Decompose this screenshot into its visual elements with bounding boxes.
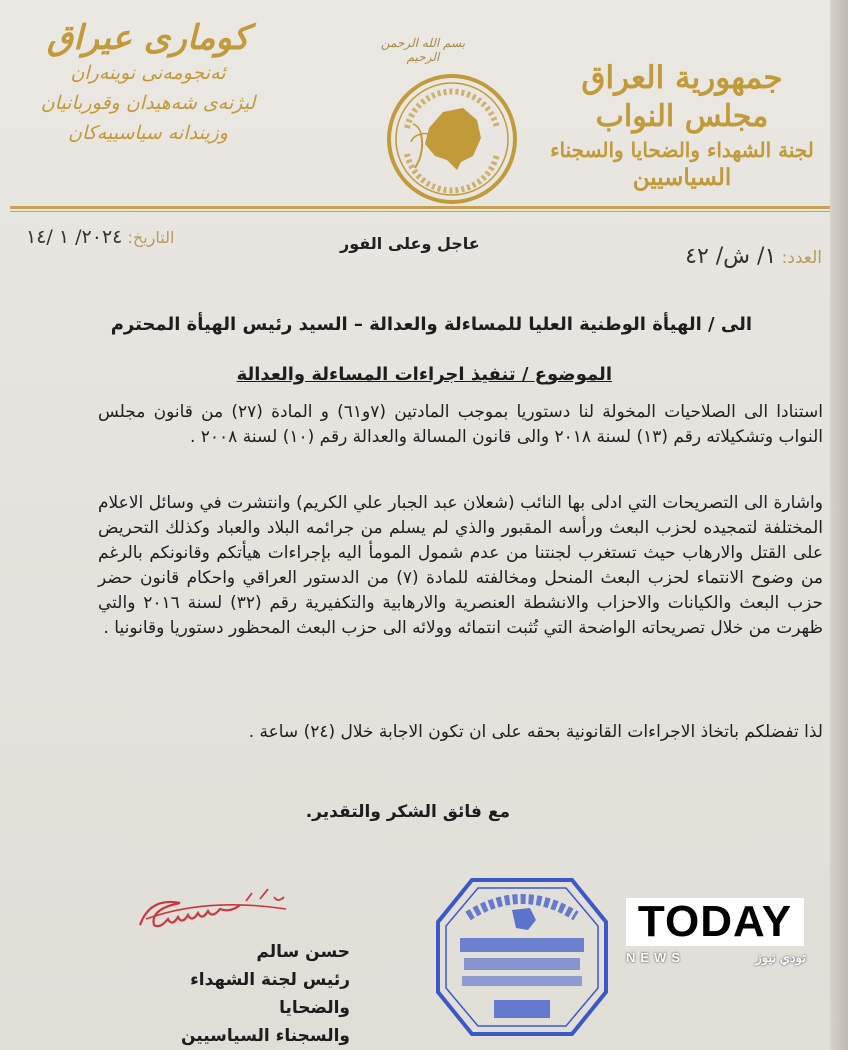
header-right-line3: لجنة الشهداء والضحايا والسجناء: [550, 138, 814, 162]
signatory-title-2: والسجناء السياسيين: [181, 1026, 350, 1046]
reference-number: [685, 244, 822, 269]
number-label: العدد:: [781, 248, 822, 268]
paragraph-1: استنادا الى الصلاحيات المخولة لنا دستوريا بموجب المادتين (٧و٦١) و المادة (٢٧) من قانون مجلس النواب وتشكيلاته رقم (١٣) لسنة ٢٠١٨ والى قانون المسالة والعدالة رقم (١٠) لسنة ٢٠٠٨ .: [98, 402, 823, 447]
signature-block: [120, 938, 350, 1050]
news-en: NEWS: [626, 950, 685, 965]
signatory-name: حسن سالم: [256, 942, 350, 962]
closing-line: مع فائق الشكر والتقدير.: [305, 802, 510, 822]
paper-edge: [830, 0, 848, 1050]
number-value: ١/ ش/ ٤٢: [685, 244, 777, 269]
basmala: بسم الله الرحمن الرحيم: [380, 36, 466, 64]
header-left-line3: ليژنەى شەهيدان وقوربانيان: [40, 92, 256, 114]
official-stamp: [432, 872, 612, 1042]
handwritten-signature: [126, 885, 306, 945]
header-left-kurdish: [18, 18, 278, 148]
header-right-arabic: [542, 58, 822, 192]
letter-subject: الموضوع / تنفيذ اجراءات المساءلة والعدالة: [236, 364, 612, 385]
parliament-emblem-icon: [385, 72, 519, 206]
header-divider-thin: [10, 211, 830, 212]
today-brand: TODAY: [626, 898, 804, 946]
header-left-line4: وزيندانە سياسييەكان: [68, 122, 228, 144]
urgent-notice: عاجل وعلى الفور: [340, 234, 480, 253]
header-right-line1: جمهورية العراق: [581, 60, 783, 96]
header-left-line2: ئەنجومەنى نوينەران: [70, 62, 226, 84]
paragraph-3: لذا تفضلكم باتخاذ الاجراءات القانونية بحقه على ان تكون الاجابة خلال (٢٤) ساعة .: [248, 722, 823, 742]
header-divider: [10, 206, 830, 209]
date-field: [26, 226, 174, 248]
header-right-line4: السياسيين: [632, 164, 732, 191]
letter-recipient: الى / الهيأة الوطنية العليا للمساءلة والعدالة – السيد رئيس الهيأة المحترم: [110, 314, 752, 335]
today-news-logo: [626, 898, 806, 972]
header-right-line2: مجلس النواب: [595, 99, 769, 134]
paragraph-2: واشارة الى التصريحات التي ادلى بها النائب (شعلان عبد الجبار علي الكريم) وانتشرت في وسائل الاعلام المختلفة لتمجيده لحزب البعث ورأسه المقبور والذي لم يسلم من جرائمه البلاد والعباد وكذلك التحريض على القتل والارهاب حيث تستغرب لجنتنا من عدم شمول المومأ اليه بإجراءات هيأتكم وقانونكم بالرغم من وضوح الانتماء لحزب البعث المنحل ومخالفته للمادة (٧) من الدستور العراقي واحكام قانون حضر حزب البعث والكيانات والاحزاب والانشطة العنصرية والارهابية والتكفيرية رقم (٣٢) لسنة ٢٠١٦ والتي ظهرت من خلال تصريحاته الواضحة التي تُثبت انتمائه وولائه الى حزب البعث المحظور دستوريا وقانونيا .: [98, 493, 823, 638]
header-left-line1: كومارى عيراق: [46, 18, 250, 58]
today-news-caption: [626, 950, 806, 968]
date-label: التاريخ:: [127, 228, 175, 247]
signatory-title-1: رئيس لجنة الشهداء والضحايا: [190, 970, 350, 1018]
news-ar: تودي نيوز: [755, 950, 806, 965]
date-value: ٢٠٢٤/ ١ /١٤: [26, 226, 123, 248]
